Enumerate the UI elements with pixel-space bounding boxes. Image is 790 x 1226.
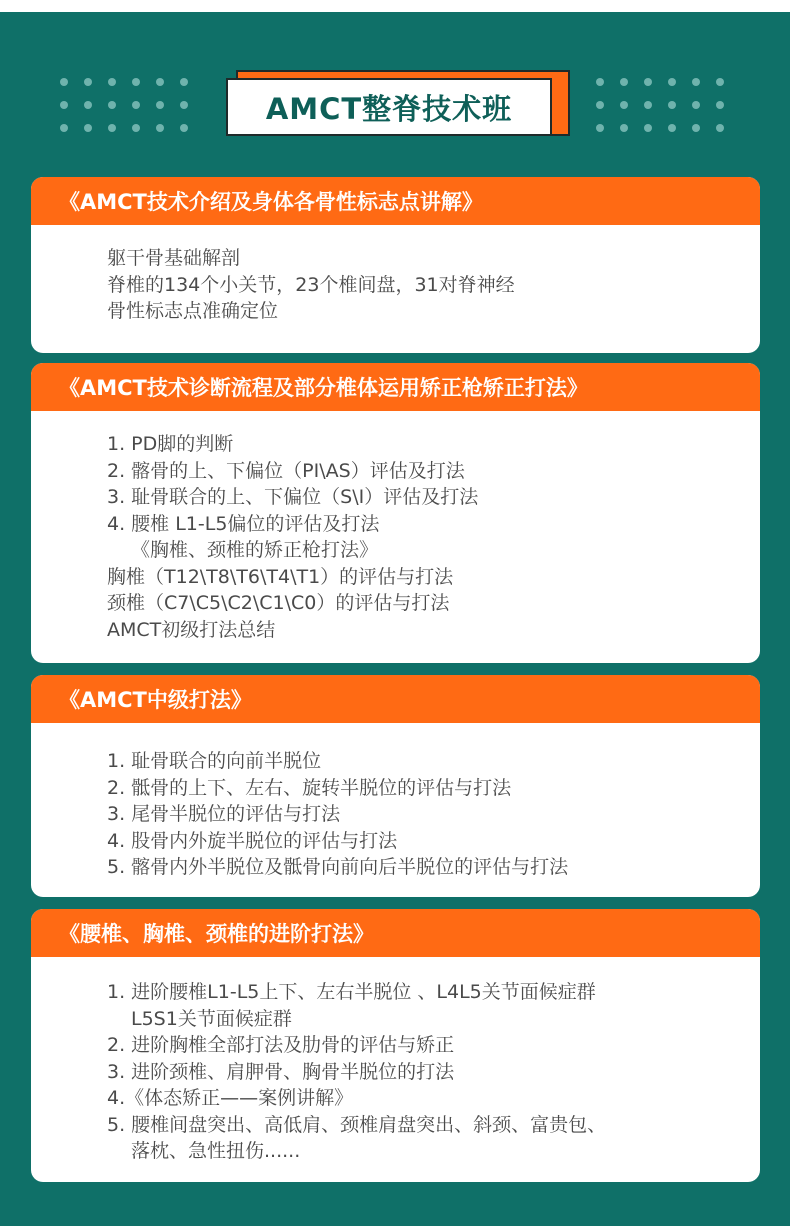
- list-item: 颈椎（C7\C5\C2\C1\C0）的评估与打法: [107, 592, 450, 614]
- section-body: [31, 411, 760, 643]
- section-card-diagnosis: [31, 363, 760, 663]
- list-item: 3. 耻骨联合的上、下偏位（S\I）评估及打法: [107, 486, 479, 508]
- list-item: 5. 腰椎间盘突出、高低肩、颈椎肩盘突出、斜颈、富贵包、: [107, 1113, 607, 1136]
- list-item: 胸椎（T12\T8\T6\T4\T1）的评估与打法: [107, 565, 454, 588]
- title-banner: [226, 70, 568, 136]
- list-item: 1. 耻骨联合的向前半脱位: [107, 750, 322, 772]
- section-title: 《AMCT技术诊断流程及部分椎体运用矫正枪矫正打法》: [31, 363, 760, 411]
- list-item: 2. 髂骨的上、下偏位（PI\AS）评估及打法: [107, 459, 465, 482]
- list-item: 1. PD脚的判断: [107, 433, 234, 455]
- list-item: 4. 腰椎 L1-L5偏位的评估及打法: [107, 512, 380, 535]
- top-strip: [0, 0, 790, 12]
- list-item: 脊椎的134个小关节，23个椎间盘，31对脊神经: [107, 273, 515, 296]
- list-item: 4.《体态矫正——案例讲解》: [107, 1087, 354, 1109]
- list-item: 3. 尾骨半脱位的评估与打法: [107, 803, 341, 825]
- section-title: 《腰椎、胸椎、颈椎的进阶打法》: [31, 909, 760, 957]
- list-item: 3. 进阶颈椎、肩胛骨、胸骨半脱位的打法: [107, 1060, 455, 1083]
- section-body: [31, 723, 760, 881]
- section-card-advanced: [31, 909, 760, 1182]
- section-title: 《AMCT技术介绍及身体各骨性标志点讲解》: [31, 177, 760, 225]
- decorative-dots-right: [596, 78, 724, 132]
- section-card-intermediate: [31, 675, 760, 897]
- list-item: 躯干骨基础解剖: [107, 247, 241, 269]
- list-item: 2. 进阶胸椎全部打法及肋骨的评估与矫正: [107, 1034, 455, 1056]
- section-body: [31, 225, 760, 325]
- list-item: 骨性标志点准确定位: [107, 300, 279, 322]
- page-title: AMCT整脊技术班: [226, 78, 552, 136]
- list-item-continuation: 落枕、急性扭伤......: [131, 1140, 301, 1162]
- list-item: 2. 骶骨的上下、左右、旋转半脱位的评估与打法: [107, 776, 512, 799]
- section-body: [31, 957, 760, 1165]
- list-subheading: 《胸椎、颈椎的矫正枪打法》: [131, 539, 379, 561]
- decorative-dots-left: [60, 78, 188, 132]
- section-title: 《AMCT中级打法》: [31, 675, 760, 723]
- list-item: 1. 进阶腰椎L1-L5上下、左右半脱位 、L4L5关节面候症群: [107, 981, 596, 1003]
- list-item: 5. 髂骨内外半脱位及骶骨向前向后半脱位的评估与打法: [107, 856, 569, 878]
- section-card-intro: [31, 177, 760, 353]
- list-item: AMCT初级打法总结: [107, 618, 276, 641]
- list-item-continuation: L5S1关节面候症群: [131, 1007, 292, 1030]
- list-item: 4. 股骨内外旋半脱位的评估与打法: [107, 829, 398, 852]
